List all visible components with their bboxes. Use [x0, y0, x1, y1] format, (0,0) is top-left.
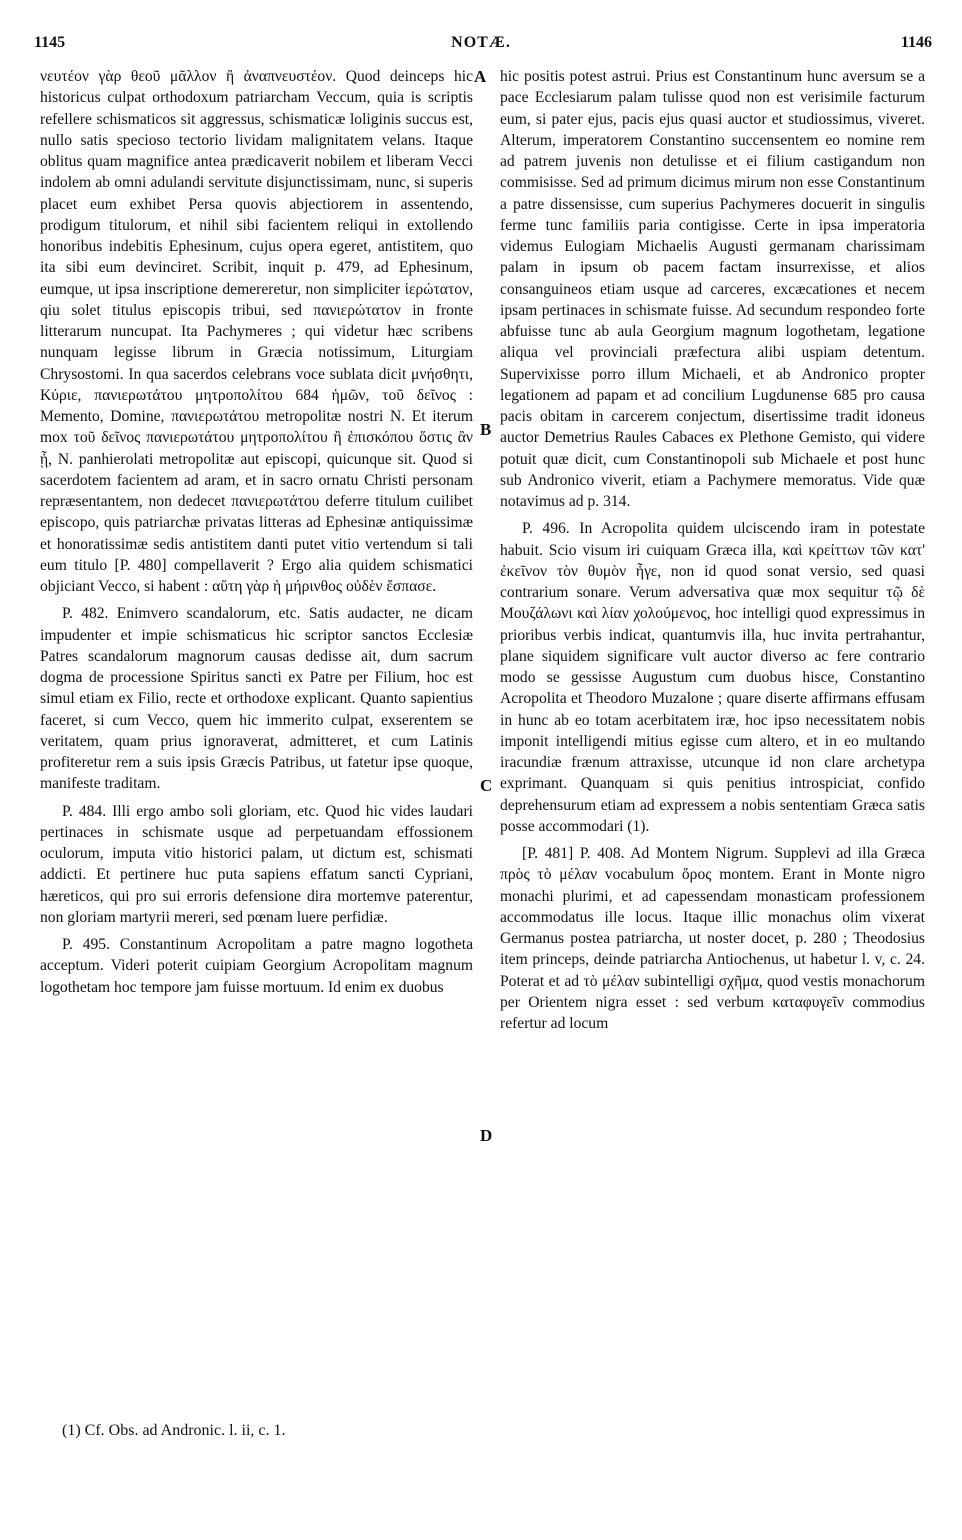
running-title: NOTÆ.: [451, 34, 511, 51]
left-paragraph-3: P. 484. Illi ergo ambo soli gloriam, etc. Quod hic vides laudari pertinaces in schismate usque ad perpetuandam effossionem oculorum, imputa vitio historici palam, ut dictum est, schismati addicti. Et pertinere huc puta sapiens effatum sancti Cypriani, hæreticos, qui pro sui erroris defensione dira mortemve paterentur, non gloriam martyrii mereri, sed pœnam luere perfidiæ.: [40, 802, 473, 926]
margin-letter-b: B: [480, 420, 492, 439]
footnote: (1) Cf. Obs. ad Andronic. l. ii, c. 1.: [62, 1422, 286, 1439]
margin-letter-c: C: [480, 776, 493, 795]
right-paragraph-2: P. 496. In Acropolita quidem ulciscendo iram in potestate habuit. Scio visum iri cuiquam Græca illa, καὶ κρείττων τῶν κατ' ἐκεῖνον τὸν θυμὸν ἦγε, non id quod sonat versio, sed quasi contrarium sonare. Verum adversativa quæ mox sequitur τῷ δὲ Μουζάλωνι καὶ λίαν χολούμενος, hoc intelligi quod expressimus in prioribus verbis indicat, quantumvis illa, huc invita pertrahantur, plane siquidem significare vult auctor diverso ac fere contrario modo se gessisse Augustum cum duobus hisce, Constantino Acropolita et Theodoro Muzalone ; quare diserte affirmans effusam in hunc ab eo totam acerbitatem iræ, hoc ipso necessitatem nobis imponit intelligendi mitius egisse cum altero, et in eo multando iracundiæ frænum attraxisse, utcunque id non clare archetypa exprimant. Quanquam si quis penitius introspiciat, confido deprehensurum etiam ad expressem a nobis sententiam Græca satis posse accommodari (1).: [500, 520, 925, 835]
left-paragraph-4: P. 495. Constantinum Acropolitam a patre magno logotheta acceptum. Videri poterit cuipiam Georgium Acropolitam magnum logothetam hoc tempore jam fuisse mortuum. Id enim ex duobus: [40, 936, 473, 996]
margin-letter-d: D: [480, 1126, 493, 1145]
left-paragraph-1: νευτέον γὰρ θεοῦ μᾶλλον ἢ ἀναπνευστέον. Quod deinceps hic historicus culpat orthodoxum patriarcham Veccum, quia is scriptis refellere schismaticos sit aggressus, schismaticæ loliginis succus est, nullo satis specioso tectorio lividam malignitatem velans. Itaque oblitus quam magnifice antea prædicaverit nobilem et liberam Vecci indolem ab omni adulandi servitute disjunctissimam, nunc, si superis placet eum exhibet Persa quovis abjectiorem in assentendo, prodigum titulorum, et nihil sibi facientem reliqui in extollendo honoribus indebitis Ephesinum, cujus opera egeret, antistitem, quo ita sibi eum devinciret. Scribit, inquit p. 479, ad Ephesinum, eumque, ut ipsa inscriptione demereretur, non simpliciter ἱερώτατον, qiu solet titulus episcopis tribui, sed πανιερώτατον in fronte litterarum nuncupat. Ita Pachymeres ; qui videtur hæc scribens nunquam legisse librum in Græcia notissimum, Liturgiam Chrysostomi. In qua sacerdos celebrans voce sublata dicit μνήσθητι, Κύριε, πανιερωτάτου μητροπολίτου 684 ἡμῶν, τοῦ δεῖνος : Memento, Domine, πανιερωτάτου metropolitæ nostri N. Et iterum mox τοῦ δεῖνος πανιερωτάτου μητροπολίτου ἢ ἐπισκόπου ὅστις ἂν ᾖ, N. panhierolati metropolitæ aut episcopi, quicunque sit. Quod si sacerdotem facientem ad aram, et in sacro ornatu Christi personam repræsentantem, non dedecet πανιερωτάτου deferre titulum cuilibet episcopo, quis patriarchæ privatas litteras ad Ephesinæ antiquissimæ et honoratissimæ sedis antistitem danti putet vitio vertendum si tali eum titulo [P. 480] compellaverit ? Ergo alia quidem schismatici objiciant Vecco, si habent : αὕτη γὰρ ἡ μήρινθος οὐδὲν ἔσπασε.: [40, 68, 473, 595]
left-paragraph-2: P. 482. Enimvero scandalorum, etc. Satis audacter, ne dicam impudenter et impie schismaticus hic scriptor sanctos Ecclesiæ Patres scandalorum magnorum causas dedisse ait, dum sacrum dogma de processione Spiritus sancti ex Patre per Filium, hoc est simul etiam ex Filio, recte et orthodoxe explicant. Quanto sapientius faceret, si cum Vecco, quem hic immerito culpat, exserentem se veritatem, quam prius ignoraverat, admitteret, et cum Latinis profiteretur rem a suis ipsis Græcis Patribus, ut fatetur ipse quoque, manifeste traditam.: [40, 605, 473, 793]
right-paragraph-1: hic positis potest astrui. Prius est Constantinum hunc aversum se a pace Ecclesiarum palam tulisse quod non est verisimile facturum eum, si pater ejus, pacis ejus quasi auctor et studiossimus, viveret. Alterum, imperatorem Constantino succensentem eo nomine rem ad patrem juvenis non detulisse et ei filium castigandum non commisisse. Sed ad primum dicimus mirum non esse Constantinum a patre dissensisse, cum superius Pachymeres docuerit in singulis ferme tunc familiis paria contigisse. Certe in ipsa imperatoria videmus Eulogiam Michaelis Augusti germanam charissimam palam in ipsum ob pacem factam insurrexisse, et alios consanguineos etiam usque ad carceres, excæcationes et necem ipsam pertinaces in schismate fuisse. Ad secundum respondeo forte abfuisse tunc ab aula Georgium magnum logothetam, legatione aliqua vel provinciali præfectura alibi uspiam detentum. Supervixisse porro illum Michaeli, et ab Andronico propter legationem ad papam et ad concilium Lugdunense 685 pro causa pacis obitam in carcerem conjectum, disertissime tradit idoneus auctor Demetrius Raules Cabaces ex Plethone Gemisto, qui videre potuit quæ dicit, cum Constantinopoli sub Michaele et post hunc sub Andronico viverit, etiam a Pachymere memoratus. Vide quæ notavimus ad p. 314.: [500, 68, 925, 510]
right-column: [500, 66, 925, 1034]
margin-letter-a: A: [474, 67, 487, 86]
page-number-right: 1146: [900, 34, 932, 51]
left-column: [40, 66, 473, 998]
right-paragraph-3: [P. 481] P. 408. Ad Montem Nigrum. Supplevi ad illa Græca πρὸς τὸ μέλαν vocabulum ὄρος montem. Erant in Monte nigro monachi plurimi, et ad capessendam monasticam professionem accommodatus ille locus. Itaque illic monachus olim vixerat Germanus postea patriarcha, ut noster docet, p. 280 ; Theodosius item princeps, deinde patriarcha Antiochenus, ut habetur l. v, c. 24. Poterat et ad τὸ μέλαν subintelligi σχῆμα, quod vestis monachorum per Orientem nigra esset : sed verbum καταφυγεῖν commodius refertur ad locum: [500, 845, 925, 1032]
page-number-left: 1145: [34, 34, 66, 51]
